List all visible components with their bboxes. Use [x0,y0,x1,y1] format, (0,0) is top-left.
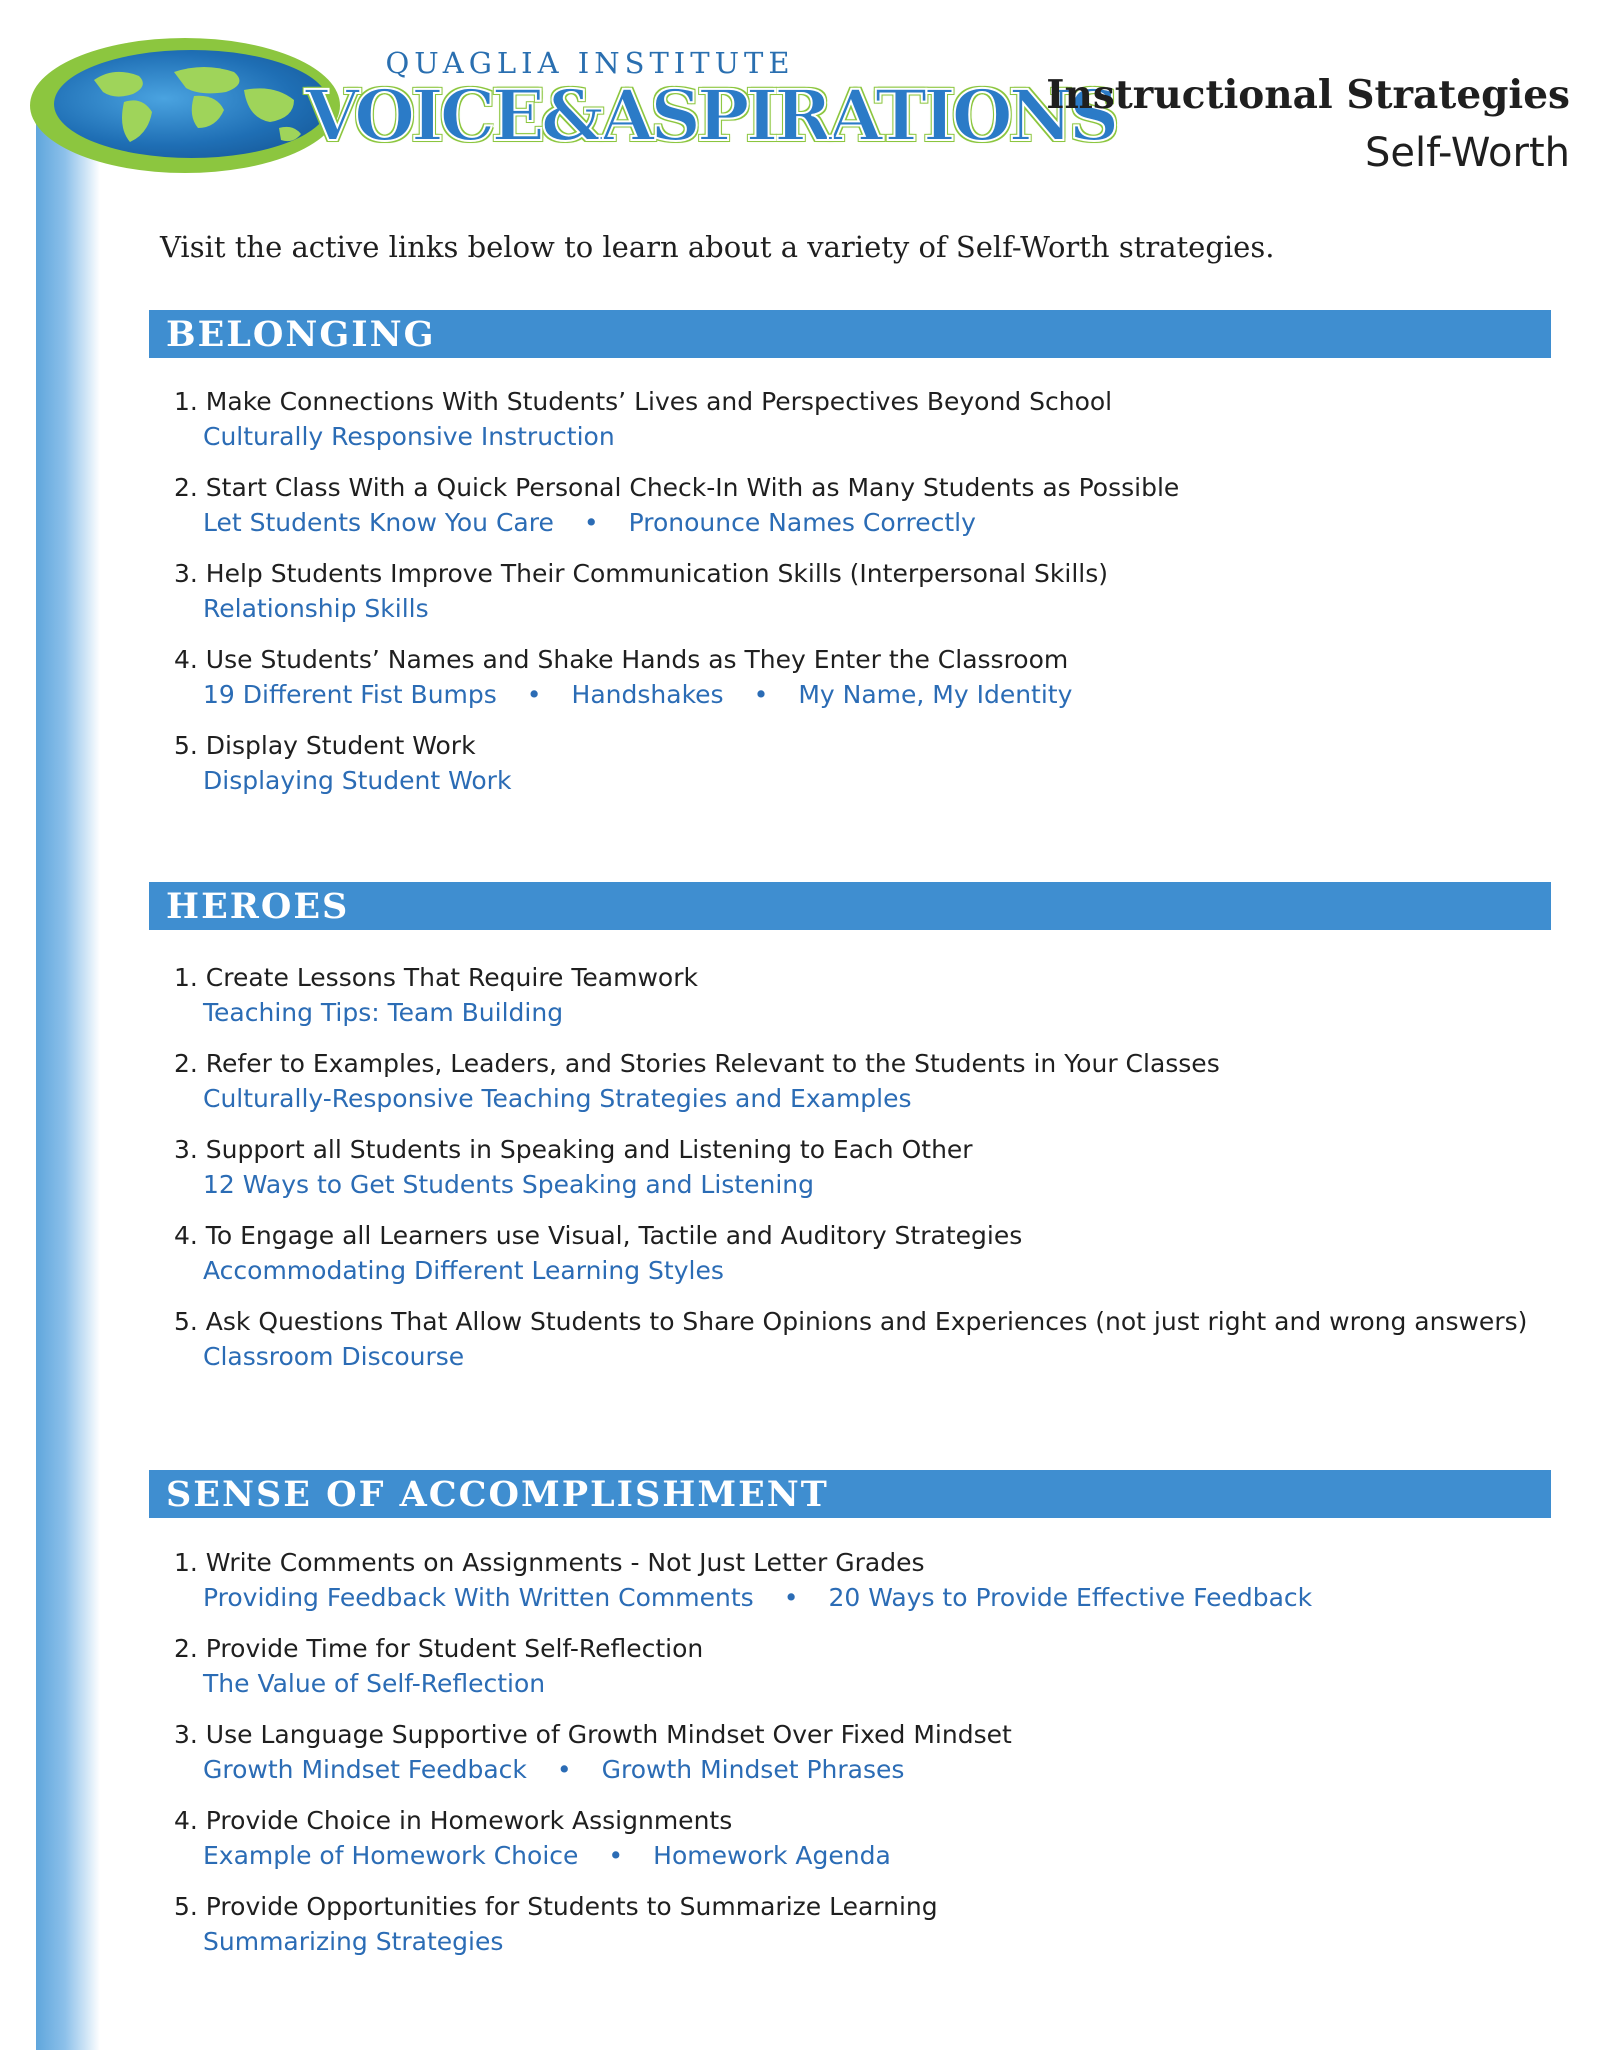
list-item [174,1803,1564,1873]
bullet-separator: • [608,1841,624,1870]
list-item [174,556,1564,626]
link-relationship-skills[interactable]: Relationship Skills [203,594,429,623]
link-fist-bumps[interactable]: 19 Different Fist Bumps [203,680,497,709]
link-self-reflection[interactable]: The Value of Self-Reflection [203,1669,546,1698]
link-my-name-my-identity[interactable]: My Name, My Identity [798,680,1073,709]
section-header-belonging [149,310,1551,358]
logo-subtitle: QUAGLIA INSTITUTE [385,46,795,80]
list-item [174,642,1564,712]
page-title: Instructional Strategies [1046,72,1570,118]
link-let-students-know-you-care[interactable]: Let Students Know You Care [203,508,554,537]
bullet-separator: • [556,1755,572,1784]
section-title: HEROES [166,886,350,927]
item-title: 4. Provide Choice in Homework Assignments [174,1806,733,1835]
list-item [174,728,1564,798]
link-culturally-responsive-instruction[interactable]: Culturally Responsive Instruction [203,422,615,451]
link-displaying-student-work[interactable]: Displaying Student Work [203,766,512,795]
list-item [174,470,1564,540]
link-effective-feedback[interactable]: 20 Ways to Provide Effective Feedback [828,1583,1313,1612]
bullet-separator: • [526,680,542,709]
item-title: 1. Make Connections With Students’ Lives and Perspectives Beyond School [174,387,1113,416]
link-handshakes[interactable]: Handshakes [571,680,724,709]
intro-text: Visit the active links below to learn about a variety of Self-Worth strategies. [160,230,1275,264]
list-item [174,1046,1564,1116]
item-title: 3. Use Language Supportive of Growth Mindset Over Fixed Mindset [174,1720,1012,1749]
bullet-separator: • [783,1583,799,1612]
page-subtitle: Self-Worth [1365,130,1570,176]
section-title: BELONGING [166,314,436,355]
list-item [174,384,1564,454]
list-item [174,1717,1564,1787]
list-item [174,1545,1564,1615]
section-header-heroes [149,882,1551,930]
list-item [174,1304,1564,1374]
logo-wordmark: VOICE&ASPIRATIONS [305,74,1116,157]
list-item [174,960,1564,1030]
logo [30,30,1116,180]
left-accent-bar [36,110,100,2050]
link-classroom-discourse[interactable]: Classroom Discourse [203,1342,465,1371]
bullet-separator: • [583,508,599,537]
item-title: 5. Display Student Work [174,731,476,760]
link-learning-styles[interactable]: Accommodating Different Learning Styles [203,1256,724,1285]
item-title: 4. Use Students’ Names and Shake Hands as They Enter the Classroom [174,645,1069,674]
link-homework-choice[interactable]: Example of Homework Choice [203,1841,579,1870]
section-header-sense-of-accomplishment [149,1470,1551,1518]
link-written-comments[interactable]: Providing Feedback With Written Comments [203,1583,754,1612]
link-team-building[interactable]: Teaching Tips: Team Building [203,998,564,1027]
item-title: 5. Ask Questions That Allow Students to Share Opinions and Experiences (not just right and wrong answers) [174,1307,1528,1336]
link-homework-agenda[interactable]: Homework Agenda [653,1841,891,1870]
bullet-separator: • [753,680,769,709]
item-title: 2. Start Class With a Quick Personal Check-In With as Many Students as Possible [174,473,1180,502]
section-title: SENSE OF ACCOMPLISHMENT [166,1474,829,1515]
item-title: 5. Provide Opportunities for Students to Summarize Learning [174,1892,938,1921]
item-title: 3. Support all Students in Speaking and Listening to Each Other [174,1135,973,1164]
link-culturally-responsive-teaching[interactable]: Culturally-Responsive Teaching Strategies and Examples [203,1084,912,1113]
link-speaking-and-listening[interactable]: 12 Ways to Get Students Speaking and Listening [203,1170,814,1199]
item-title: 1. Write Comments on Assignments - Not Just Letter Grades [174,1548,925,1577]
item-title: 2. Provide Time for Student Self-Reflection [174,1634,704,1663]
globe-icon [54,50,329,158]
list-item [174,1218,1564,1288]
item-title: 4. To Engage all Learners use Visual, Tactile and Auditory Strategies [174,1221,1023,1250]
item-title: 3. Help Students Improve Their Communication Skills (Interpersonal Skills) [174,559,1108,588]
item-title: 1. Create Lessons That Require Teamwork [174,963,698,992]
list-item [174,1631,1564,1701]
link-growth-mindset-feedback[interactable]: Growth Mindset Feedback [203,1755,527,1784]
link-growth-mindset-phrases[interactable]: Growth Mindset Phrases [601,1755,905,1784]
list-item [174,1889,1564,1959]
link-pronounce-names-correctly[interactable]: Pronounce Names Correctly [628,508,976,537]
item-title: 2. Refer to Examples, Leaders, and Stories Relevant to the Students in Your Classes [174,1049,1220,1078]
list-item [174,1132,1564,1202]
link-summarizing-strategies[interactable]: Summarizing Strategies [203,1927,504,1956]
